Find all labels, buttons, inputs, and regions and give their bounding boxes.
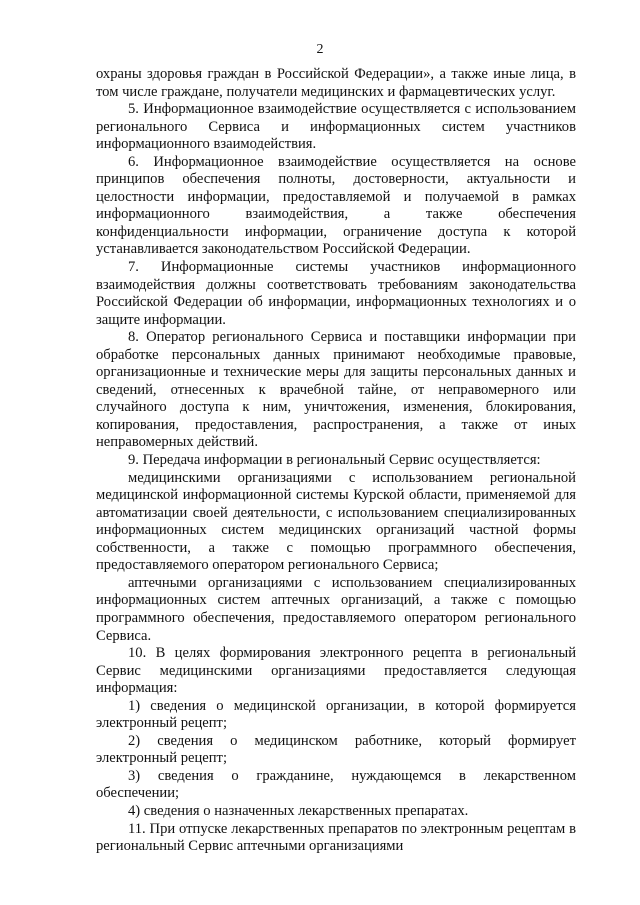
document-body xyxy=(96,66,576,856)
paragraph-10-item-4: 4) сведения о назначенных лекарственных препаратах. xyxy=(128,802,469,819)
paragraph-11: 11. При отпуске лекарственных препаратов по электронным рецептам в региональный Сервис аптечными организациями xyxy=(96,820,576,855)
paragraph-10-item-3: 3) сведения о гражданине, нуждающемся в лекарственном обеспечении; xyxy=(96,767,576,802)
paragraph-9: 9. Передача информации в региональный Сервис осуществляется: xyxy=(128,452,541,469)
paragraph-10-item-2: 2) сведения о медицинском работнике, который формирует электронный рецепт; xyxy=(96,732,576,767)
paragraph-continuation: охраны здоровья граждан в Российской Федерации», а также иные лица, в том числе граждане, получатели медицинских и фармацевтических услуг. xyxy=(96,66,576,100)
paragraph-10: 10. В целях формирования электронного рецепта в региональный Сервис медицинскими организациями предоставляется следующая информация: xyxy=(96,645,576,697)
page-number: 2 xyxy=(316,42,324,57)
paragraph-10-item-1: 1) сведения о медицинской организации, в которой формируется электронный рецепт; xyxy=(96,697,576,732)
paragraph-9-pharmacy-orgs: аптечными организациями с использованием специализированных информационных систем аптечных организаций, а также с помощью программного обеспечения, предоставляемого оператором регионального Сервиса. xyxy=(96,574,576,644)
paragraph-7: 7. Информационные системы участников информационного взаимодействия должны соответствовать требованиям законодательства Российской Федерации об информации, информационных технологиях и о защите информации. xyxy=(96,259,576,328)
paragraph-9-medical-orgs: медицинскими организациями с использованием региональной медицинской информационной системы Курской области, применяемой для автоматизации своей деятельности, с использованием специализированных информационных систем медицинских организаций частной формы собственности, а также с помощью программного обеспечения, предоставляемого оператором регионального Сервиса; xyxy=(96,469,576,574)
paragraph-8: 8. Оператор регионального Сервиса и поставщики информации при обработке персональных данных принимают необходимые правовые, организационные и технические меры для защиты персональных данных и сведений, отнесенных к врачебной тайне, от неправомерного или случайного доступа к ним, уничтожения, изменения, блокирования, копирования, предоставления, распространения, а также от иных неправомерных действий. xyxy=(96,329,576,451)
paragraph-5: 5. Информационное взаимодействие осуществляется с использованием регионального Сервиса и информационных систем участников информационного взаимодействия. xyxy=(96,101,576,153)
paragraph-6: 6. Информационное взаимодействие осуществляется на основе принципов обеспечения полноты, достоверности, актуальности и целостности информации, предоставляемой и получаемой в рамках информационного взаимодействия, а также обеспечения конфиденциальности информации, ограничение доступа к которой устанавливается законодательством Российской Федерации. xyxy=(96,153,576,258)
